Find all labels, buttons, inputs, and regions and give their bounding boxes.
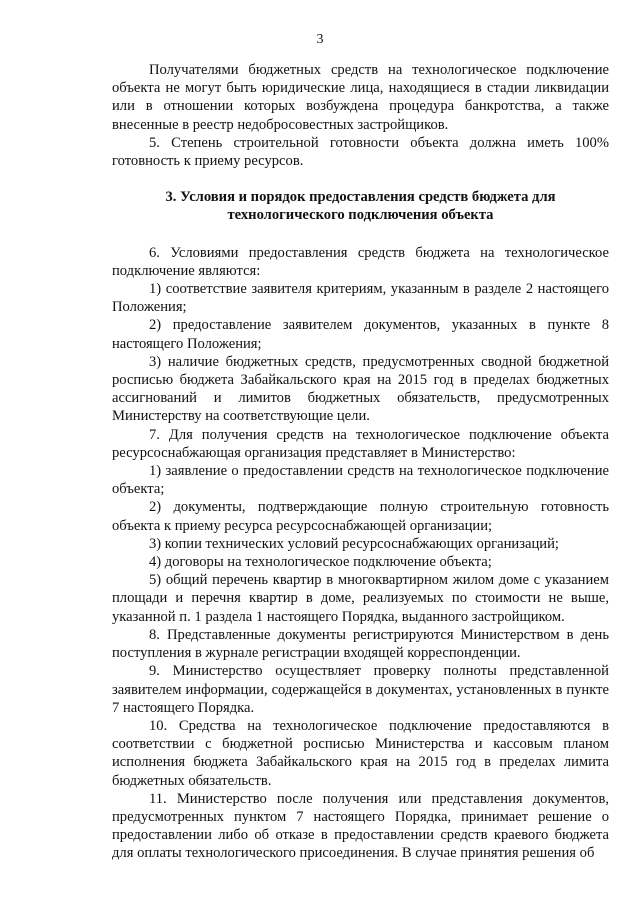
paragraph: 1) заявление о предоставлении средств на технологическое подключение объекта; xyxy=(112,463,609,498)
document-body xyxy=(112,61,609,863)
paragraph: 11. Министерство после получения или представления документов, предусмотренных пунктом 7 настоящего Порядка, принимает решение о предоставлении либо об отказе в предоставлении средств краевого бюджета для оплаты технологического присоединения. В случае принятия решения об xyxy=(112,790,609,862)
paragraph: 5. Степень строительной готовности объекта должна иметь 100% готовность к приему ресурсов. xyxy=(112,134,609,170)
paragraph: 2) документы, подтверждающие полную строительную готовность объекта к приему ресурса ресурсоснабжающей организации; xyxy=(112,499,609,534)
paragraph: 3) копии технических условий ресурсоснабжающих организаций; xyxy=(149,535,559,552)
section-heading-line: технологического подключения объекта xyxy=(227,207,494,224)
section-heading xyxy=(112,188,609,224)
paragraph: 4) договоры на технологическое подключение объекта; xyxy=(149,554,492,571)
paragraph: 10. Средства на технологическое подключение предоставляются в соответствии с бюджетной росписью Министерства и кассовым планом исполнения бюджета Забайкальского края на 2015 год в пределах лимита бюджетных обязательств. xyxy=(112,717,609,789)
paragraph: 7. Для получения средств на технологическое подключение объекта ресурсоснабжающая организация представляет в Министерство: xyxy=(112,426,609,461)
paragraph: 1) соответствие заявителя критериям, указанным в разделе 2 настоящего Положения; xyxy=(112,281,609,316)
paragraph: 6. Условиями предоставления средств бюджета на технологическое подключение являются: xyxy=(112,244,609,279)
paragraph: 9. Министерство осуществляет проверку полноты представленной заявителем информации, содержащейся в документах, установленных в пункте 7 настоящего Порядка. xyxy=(112,663,609,716)
paragraph: 3) наличие бюджетных средств, предусмотренных сводной бюджетной росписью бюджета Забайкальского края на 2015 год в пределах бюджетных ассигнований и лимитов бюджетных обязательств, предусмотренных Министерству на соответствующие цели. xyxy=(112,353,609,425)
paragraph: Получателями бюджетных средств на технологическое подключение объекта не могут быть юридические лица, находящиеся в стадии ликвидации или в отношении которых возбуждена процедура банкротства, а также внесенные в реестр недобросовестных застройщиков. xyxy=(112,62,609,133)
page-number: 3 xyxy=(316,32,324,47)
paragraph: 5) общий перечень квартир в многоквартирном жилом доме с указанием площади и перечня квартир в доме, реализуемых по стоимости не выше, указанной п. 1 раздела 1 настоящего Порядка, выданного застройщиком. xyxy=(112,572,609,625)
paragraph: 8. Представленные документы регистрируются Министерством в день поступления в журнале регистрации входящей корреспонденции. xyxy=(112,626,609,662)
paragraph: 2) предоставление заявителем документов, указанных в пункте 8 настоящего Положения; xyxy=(112,317,609,352)
section-heading-line: 3. Условия и порядок предоставления средств бюджета для xyxy=(165,189,556,206)
